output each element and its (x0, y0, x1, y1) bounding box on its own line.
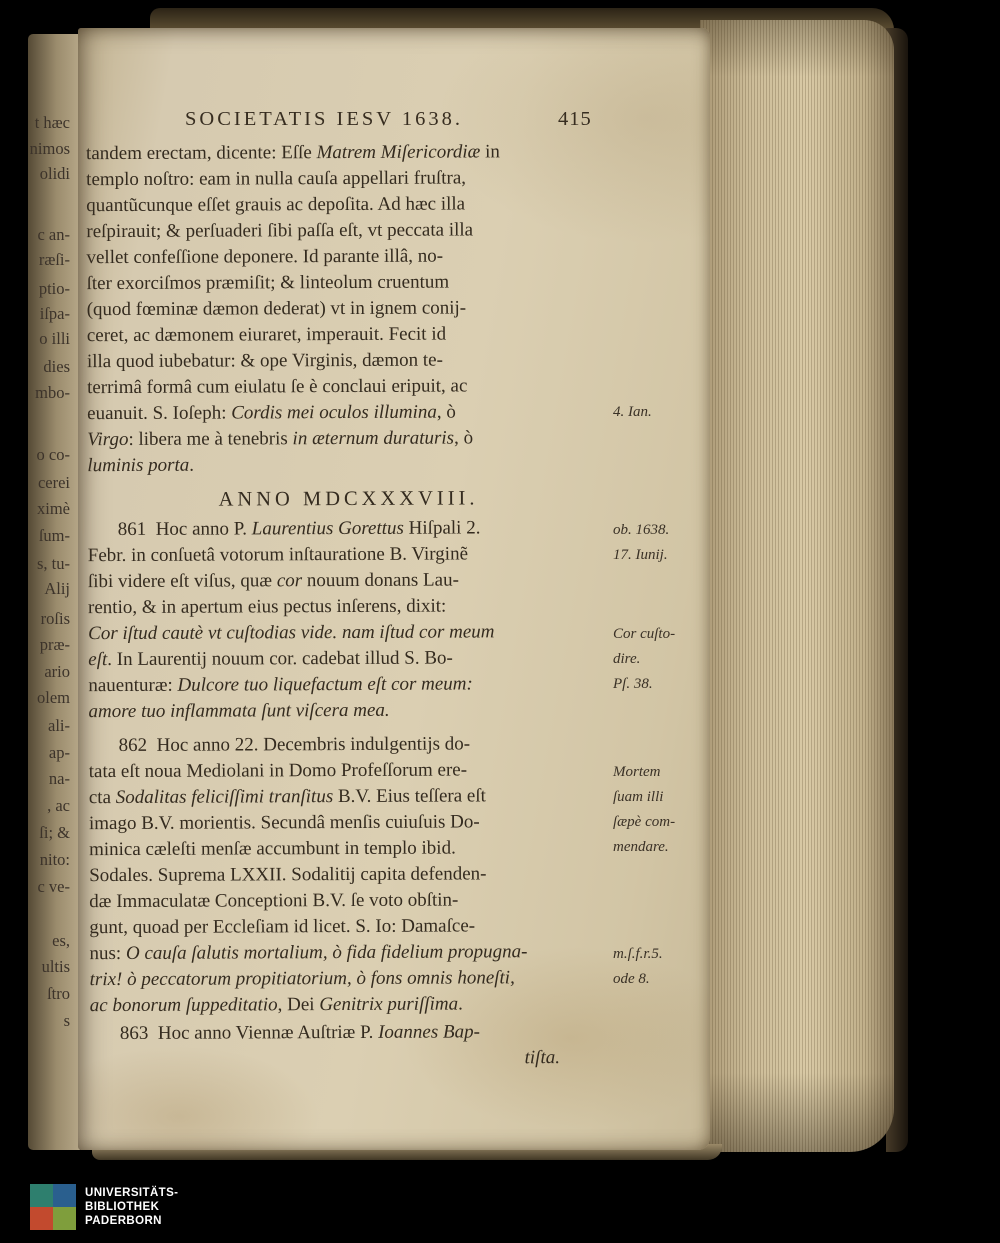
paragraph (87, 485, 609, 513)
text-line: rentio, & in apertum eius pectus inſerens, dixit: (87, 595, 447, 619)
edge-text-fragment: Alij (44, 579, 70, 598)
text-line: Virgo: libera me à tenebris in æternum duraturis, ò (87, 427, 474, 451)
text-line: trix! ò peccatorum propitiatorium, ò fons omnis honeſti, (89, 967, 515, 991)
page-number: 415 (558, 108, 592, 130)
text-line: (quod fœminæ dæmon dederat) vt in ignem conij- (86, 297, 467, 321)
text-line: illa quod iubebatur: & ope Virginis, dæmon te- (86, 349, 443, 373)
edge-text-fragment: cerei (37, 473, 70, 492)
text-line: eſt. In Laurentij nouum cor. cadebat illud S. Bo- (88, 647, 453, 671)
text-line: 863 Hoc anno Viennæ Auſtriæ P. Ioannes Bap- (119, 1021, 480, 1045)
text-line: terrimâ formâ cum eiulatu ſe è conclaui eripuit, ac (86, 375, 468, 399)
text-line: gunt, quoad per Eccleſiam id licet. S. Io: Damaſce- (89, 915, 476, 939)
text-line: tandem erectam, dicente: Eſſe Matrem Miſericordiæ in (85, 141, 500, 165)
text-line: nus: O cauſa ſalutis mortalium, ò fida fidelium propugna- (89, 941, 528, 965)
edge-text-fragment: o illi (39, 329, 70, 348)
page-header (88, 108, 610, 134)
edge-text-fragment: roſis (40, 609, 70, 628)
library-logo (30, 1184, 178, 1230)
text-line: 861 Hoc anno P. Laurentius Gorettus Hiſpali 2. (117, 517, 481, 541)
text-line: minica cæleſti menſæ accumbunt in templo ibid. (89, 837, 456, 861)
text-body (86, 139, 612, 1073)
text-line: euanuit. S. Ioſeph: Cordis mei oculos illumina, ò (87, 401, 456, 425)
text-line: cta Sodalitas feliciſſimi tranſitus B.V. Eius teſſera eſt (88, 785, 486, 809)
text-line: ſibi videre eſt viſus, quæ cor nouum donans Lau- (87, 569, 459, 593)
edge-text-fragment: mbo- (35, 383, 70, 402)
left-page-edge (28, 34, 80, 1150)
edge-text-fragment: ſtro (47, 984, 70, 1003)
edge-text-fragment: nito: (39, 850, 70, 869)
edge-text-fragment: t hæc (34, 113, 70, 132)
edge-text-fragment: na- (48, 769, 70, 788)
logo-line: UNIVERSITÄTS- (85, 1187, 179, 1199)
text-line: Cor iſtud cautè vt cuſtodias vide. nam iſtud cor meum (88, 621, 495, 645)
text-line: luminis porta. (87, 454, 195, 477)
text-line: tiſta. (524, 1047, 561, 1069)
text-line: vellet confeſſione deponere. Id parante illâ, no- (86, 245, 444, 269)
logo-tile (53, 1184, 76, 1207)
text-line: quantũcunque eſſet grauis ac depoſita. Ad hæc illa (86, 193, 466, 217)
margin-note: Cor cuſto- dire. Pſ. 38. (613, 626, 676, 692)
edge-text-fragment: ali- (48, 716, 70, 735)
text-line: tata eſt noua Mediolani in Domo Profeſſorum ere- (88, 759, 468, 783)
edge-text-fragment: c an- (37, 225, 70, 244)
paragraph (90, 1045, 612, 1073)
text-line: 862 Hoc anno 22. Decembris indulgentijs do- (118, 733, 471, 757)
text-line: Febr. in conſuetâ votorum inſtauratione B. Virginẽ (87, 543, 469, 567)
text-line: ac bonorum ſuppeditatio, Dei Genitrix puriſſima. (89, 993, 463, 1017)
text-line: templo noſtro: eam in nulla cauſa appellari fruſtra, (86, 167, 467, 191)
text-line: ANNO MDCXXXVIII. (218, 487, 479, 511)
text-line: amore tuo inflammata ſunt viſcera mea. (88, 699, 390, 723)
edge-text-fragment: s, tu- (37, 554, 70, 573)
edge-text-fragment: ræſi- (38, 250, 70, 269)
edge-text-fragment: dies (43, 357, 70, 376)
text-line: Sodales. Suprema LXXII. Sodalitij capita defenden- (89, 863, 487, 887)
text-line: reſpirauit; & perſuaderi ſibi paſſa eſt, vt peccata illa (86, 219, 474, 243)
text-line: ſter exorciſmos præmiſit; & linteolum cruentum (86, 271, 450, 295)
edge-text-fragment: s (63, 1011, 70, 1030)
paragraph (90, 1019, 612, 1047)
margin-note: Mortem ſuam illi ſæpè com- mendare. (613, 764, 676, 855)
book-page (78, 28, 710, 1150)
edge-text-fragment: ximè (37, 499, 70, 518)
edge-text-fragment: c ve- (37, 877, 70, 896)
logo-tile (30, 1207, 53, 1230)
edge-text-fragment: , ac (47, 796, 70, 815)
logo-line: BIBLIOTHEK (85, 1201, 160, 1213)
edge-text-fragment: es, (52, 931, 70, 950)
paragraph (86, 139, 609, 479)
edge-text-fragment: olidi (39, 164, 70, 183)
margin-note: m.ſ.f.r.5. ode 8. (613, 946, 663, 987)
margin-notes (613, 28, 709, 1150)
edge-text-fragment: olem (37, 688, 70, 707)
book-fore-edge (700, 20, 894, 1152)
logo-tile (30, 1184, 53, 1207)
text-line: ceret, ac dæmonem eiuraret, imperauit. Fecit id (86, 323, 447, 347)
edge-text-fragment: ſi; & (39, 823, 70, 842)
text-line: imago B.V. morientis. Secundâ menſis cuiuſuis Do- (88, 811, 480, 835)
edge-text-fragment: ſum- (38, 526, 70, 545)
paragraph (89, 731, 612, 1019)
edge-text-fragment: iſpa- (39, 304, 70, 323)
logo-tile (53, 1207, 76, 1230)
edge-text-fragment: ap- (48, 743, 70, 762)
paragraph (88, 515, 611, 725)
library-logo-text (85, 1184, 178, 1228)
edge-text-fragment: o co- (36, 445, 70, 464)
text-line: nauenturæ: Dulcore tuo liquefactum eſt cor meum: (88, 673, 473, 697)
running-title: SOCIETATIS IESV 1638. (185, 108, 463, 130)
margin-note: 4. Ian. (613, 404, 652, 420)
edge-text-fragment: nimos (29, 139, 70, 158)
edge-text-fragment: ultis (41, 957, 70, 976)
library-logo-mark (30, 1184, 76, 1230)
logo-line: PADERBORN (85, 1215, 162, 1227)
edge-text-fragment: præ- (39, 635, 70, 654)
text-line: dæ Immaculatæ Conceptioni B.V. ſe voto obſtin- (89, 889, 459, 913)
margin-note: ob. 1638. 17. Iunij. (613, 522, 670, 563)
edge-text-fragment: ario (44, 662, 70, 681)
edge-text-fragment: ptio- (38, 279, 70, 298)
